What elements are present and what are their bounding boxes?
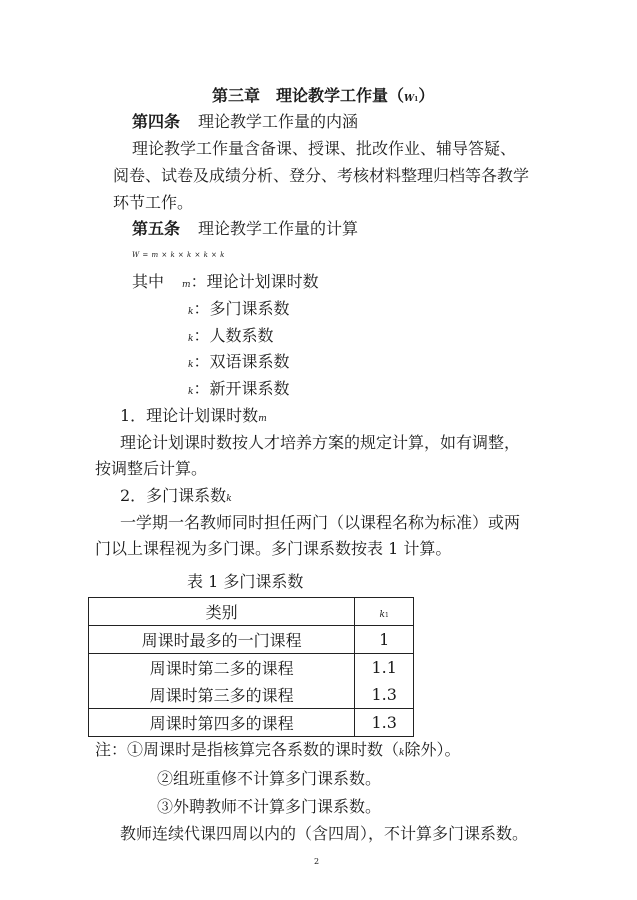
table-cell-value: 1.3 xyxy=(355,681,414,709)
table-cell-category: 周课时第四多的课程 xyxy=(89,709,355,737)
definition-text: ：新开课系数 xyxy=(193,379,290,398)
definition-symbol: k xyxy=(188,387,194,397)
table-cell-value: 1 xyxy=(355,626,414,654)
formula: W = m × k × k × k × k xyxy=(132,251,225,259)
definition-symbol: k xyxy=(188,360,194,370)
definition-2 xyxy=(188,299,289,322)
table-header-category: 类别 xyxy=(89,598,355,626)
article5-title: 理论教学工作量的计算 xyxy=(198,219,359,238)
definition-4 xyxy=(188,352,289,375)
article5-heading: 第五条 xyxy=(132,219,181,238)
article4-heading-line xyxy=(132,112,358,132)
article4-line1: 理论教学工作量含备课、授课、批改作业、辅导答疑、 xyxy=(132,139,517,158)
article4-line3: 环节工作。 xyxy=(113,193,194,212)
article4-line2: 阅卷、试卷及成绩分析、登分、考核材料整理归档等各教学 xyxy=(113,166,530,185)
table-cell-value: 1.3 xyxy=(355,709,414,737)
note1-symbol: k xyxy=(399,748,405,758)
definition-text: ：多门课系数 xyxy=(193,299,290,318)
item2-heading-text: 2．多门课系数 xyxy=(120,486,227,505)
definition-3 xyxy=(188,326,273,349)
note-3: ③外聘教师不计算多门课系数。 xyxy=(157,797,382,816)
article5-heading-line xyxy=(132,219,358,239)
item1-heading xyxy=(120,406,267,429)
chapter-symbol-sub: 1 xyxy=(414,96,419,103)
note-2: ②组班重修不计算多门课系数。 xyxy=(157,769,382,788)
table-cell-category: 周课时第三多的课程 xyxy=(89,681,355,709)
chapter-title-text: 第三章 理论教学工作量（ xyxy=(212,86,405,105)
table-row xyxy=(89,654,414,682)
definition-text: ：理论计划课时数 xyxy=(190,272,319,291)
definition-symbol: k xyxy=(188,334,194,344)
definition-symbol: k xyxy=(188,307,194,317)
note-1 xyxy=(95,740,461,763)
table-row xyxy=(89,681,414,709)
article4-title: 理论教学工作量的内涵 xyxy=(198,112,359,131)
chapter-title-close: ） xyxy=(418,86,435,105)
table-cell-category: 周课时最多的一门课程 xyxy=(89,626,355,654)
item1-heading-text: 1．理论计划课时数 xyxy=(120,406,259,425)
table-cell-value: 1.1 xyxy=(355,654,414,682)
table-cell-category: 周课时第二多的课程 xyxy=(89,654,355,682)
closing-line: 教师连续代课四周以内的（含四周），不计算多门课系数。 xyxy=(120,824,529,843)
item1-line1: 理论计划课时数按人才培养方案的规定计算，如有调整， xyxy=(120,433,521,452)
note1-suffix: 除外）。 xyxy=(404,740,461,759)
item2-heading xyxy=(120,486,232,509)
chapter-symbol: W xyxy=(404,94,415,104)
page-number: 2 xyxy=(314,857,320,866)
table-header-symbol xyxy=(355,598,414,626)
definition-symbol: m xyxy=(182,280,191,290)
table-caption: 表 1 多门课系数 xyxy=(187,572,304,591)
where-label: 其中 xyxy=(132,272,165,291)
item2-symbol: k xyxy=(226,494,232,504)
article4-heading: 第四条 xyxy=(132,112,181,131)
header-symbol-sub: 1 xyxy=(384,612,389,619)
note1-prefix: 注：①周课时是指核算完各系数的课时数（ xyxy=(95,740,400,759)
item1-line2: 按调整后计算。 xyxy=(95,459,208,478)
item2-line1: 一学期一名教师同时担任两门（以课程名称为标准）或两 xyxy=(120,513,521,532)
definition-5 xyxy=(188,379,289,402)
definition-text: ：人数系数 xyxy=(193,326,274,345)
chapter-title xyxy=(212,86,434,110)
definition-text: ：双语课系数 xyxy=(193,352,290,371)
definition-1 xyxy=(132,272,319,295)
table-row xyxy=(89,709,414,737)
coefficient-table xyxy=(88,597,414,737)
table-header-row xyxy=(89,598,414,626)
header-symbol: k xyxy=(379,610,385,620)
table-row xyxy=(89,626,414,654)
item2-line2: 门以上课程视为多门课。多门课系数按表 1 计算。 xyxy=(95,539,452,558)
item1-symbol: m xyxy=(258,414,267,424)
